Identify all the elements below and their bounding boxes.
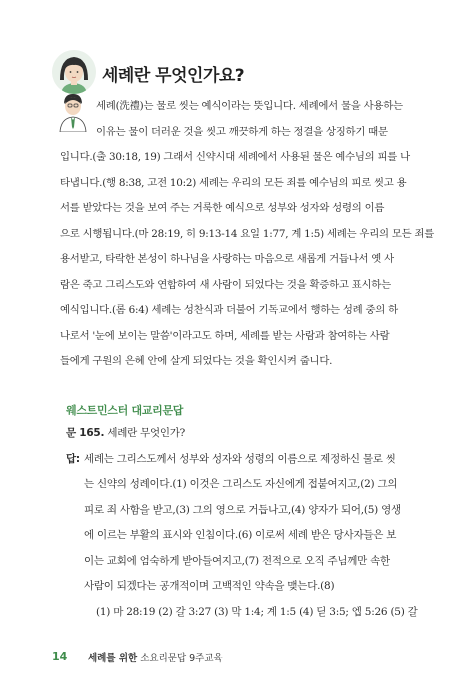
question-row	[66, 421, 185, 447]
body-line: 들에게 구원의 은혜 안에 살게 되었다는 것을 확인시켜 줍니다.	[60, 355, 333, 367]
body-line: 이유는 물이 더러운 것을 씻고 깨끗하게 하는 정결을 상징하기 때문	[96, 125, 388, 138]
running-head-bold: 세례를 위한	[88, 653, 138, 664]
answer-line: 이는 교회에 엄숙하게 받아들여지고,(7) 전적으로 오직 주님께만 속한	[84, 554, 390, 567]
man-avatar-icon	[58, 92, 88, 130]
body-line: 람은 죽고 그리스도와 연합하여 새 사람이 되었다는 것을 확증하고 표시하는	[60, 278, 391, 291]
page-title: 세례란 무엇인가요?	[102, 66, 245, 86]
body-line: 세례(洗禮)는 물로 씻는 예식이라는 뜻입니다. 세례에서 물을 사용하는	[96, 100, 403, 112]
body-line: 서를 받았다는 것을 보여 주는 거룩한 예식으로 성부와 성자와 성령의 이름	[60, 202, 385, 214]
body-line: 예식입니다.(롬 6:4) 세례는 성찬식과 더불어 기독교에서 행하는 성례 중의 하	[60, 304, 398, 316]
body-line: 나로서 '눈에 보이는 말씀'이라고도 하며, 세례를 받는 사람과 참여하는 사람	[60, 329, 390, 342]
body-line: 용서받고, 타락한 본성이 하나님을 사랑하는 마음으로 새롭게 거듭나서 옛 사	[60, 253, 394, 265]
body-line: 으로 시행됩니다.(마 28:19, 히 9:13-14 요일 1:77, 계 1:5) 세례는 우리의 모든 죄를	[60, 227, 435, 240]
references-line: (1) 마 28:19 (2) 갈 3:27 (3) 막 1:4; 계 1:5 (4) 딛 3:5; 엡 5:26 (5) 갈	[96, 605, 418, 618]
running-head	[88, 650, 223, 664]
page-number: 14	[52, 650, 68, 663]
answer-line: 는 신약의 성례이다.(1) 이것은 그리스도 자신에게 접붙여지고,(2) 그의	[84, 478, 398, 490]
body-line: 입니다.(출 30:18, 19) 그래서 신약시대 세례에서 사용된 물은 예수님의 피를 나	[60, 151, 410, 163]
answer-line: 세례는 그리스도께서 성부와 성자와 성령의 이름으로 제정하신 물로 씻	[84, 452, 396, 465]
body-line: 타냅니다.(행 8:38, 고전 10:2) 세례는 우리의 모든 죄를 예수님의 피로 씻고 용	[60, 176, 407, 189]
answer-line: 에 이르는 부활의 표시와 인침이다.(6) 이로써 세례 받은 당사자들은 보	[84, 529, 397, 541]
question-text: 세례란 무엇인가?	[107, 427, 186, 439]
answer-line: 피로 죄 사함을 받고,(3) 그의 영으로 거듭나고,(4) 양자가 되어,(5) 영생	[84, 503, 401, 516]
answer-label: 답:	[66, 452, 80, 465]
running-head-text: 소요리문답 9주교육	[140, 653, 223, 664]
question-label: 문 165.	[66, 427, 105, 439]
woman-avatar-icon	[52, 50, 96, 94]
answer-line: 사람이 되겠다는 공개적이며 고백적인 약속을 맺는다.(8)	[84, 580, 335, 592]
section-heading: 웨스트민스터 대교리문답	[66, 404, 184, 417]
